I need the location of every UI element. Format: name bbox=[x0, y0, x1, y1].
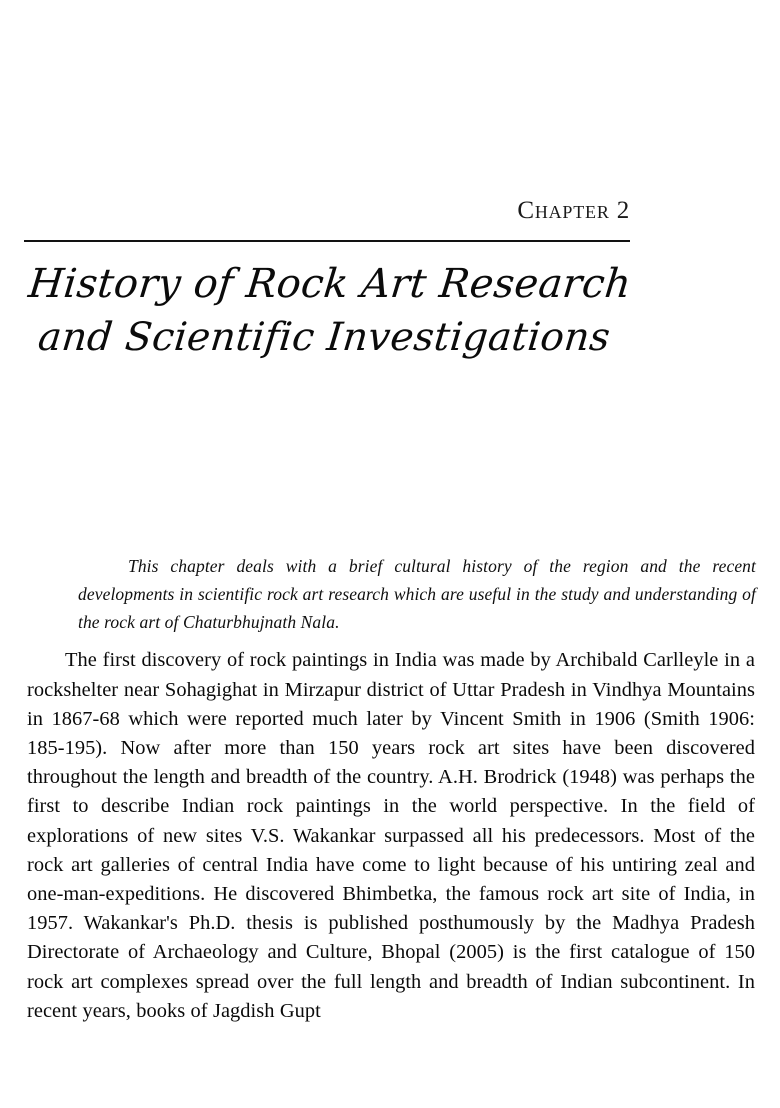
chapter-divider-rule bbox=[24, 240, 630, 242]
chapter-title-line-1: History of Rock Art Research bbox=[26, 261, 634, 307]
chapter-title bbox=[18, 258, 635, 364]
chapter-label: Chapter 2 bbox=[517, 197, 630, 224]
chapter-title-line-2: and Scientific Investigations bbox=[35, 315, 613, 360]
lead-paragraph: This chapter deals with a brief cultural history of the region and the recent developments in scientific rock art research which are useful in the study and understanding of the rock art of Chaturbhujnath Nala. bbox=[78, 555, 756, 632]
body-paragraph: The first discovery of rock paintings in India was made by Archibald Carlleyle in a rockshelter near Sohagighat in Mirzapur district of Uttar Pradesh in Vindhya Mountains in 1867-68 which were reported much later by Vincent Smith in 1906 (Smith 1906: 185-195). Now after more than 150 years rock art sites have been discovered throughout the length and breadth of the country. A.H. Brodrick (1948) was perhaps the first to describe Indian rock paintings in the world perspective. In the field of explorations of new sites V.S. Wakankar surpassed all his predecessors. Most of the rock art galleries of central India have come to light because of his untiring zeal and one-man-expeditions. He discovered Bhimbetka, the famous rock art site of India, in 1957. Wakankar's Ph.D. thesis is published posthumously by the Madhya Pradesh Directorate of Archaeology and Culture, Bhopal (2005) is the first catalogue of 150 rock art complexes spread over the full length and breadth of Indian subcontinent. In recent years, books of Jagdish Gupt bbox=[27, 649, 755, 1022]
